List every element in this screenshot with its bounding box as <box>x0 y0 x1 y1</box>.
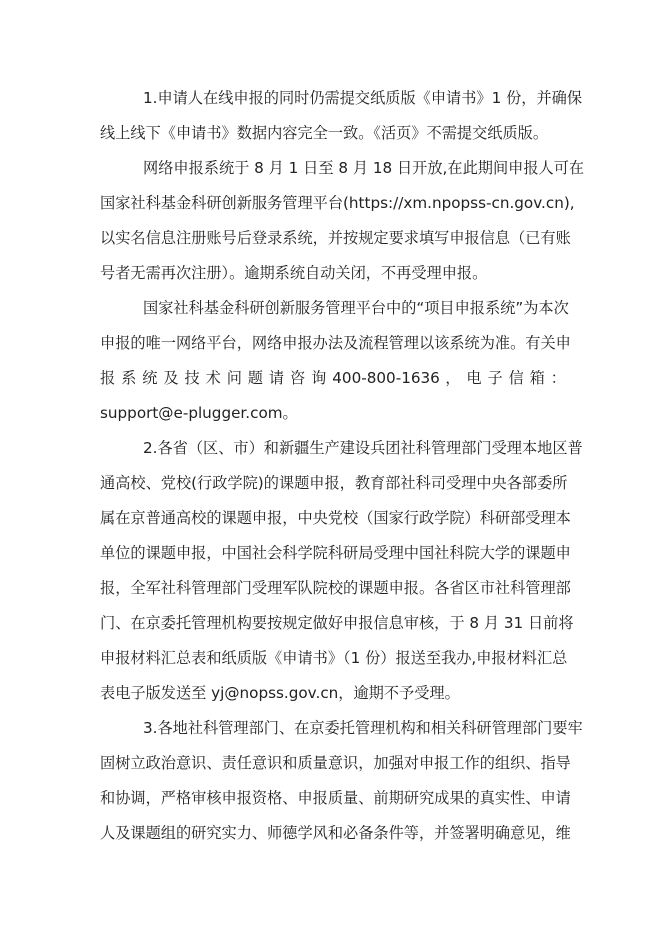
text-line: 以实名信息注册账号后登录系统，并按规定要求填写申报信息（已有账 <box>100 229 571 247</box>
paragraph <box>100 437 583 717</box>
document-body <box>100 87 585 857</box>
text-line: 通高校、党校(行政学院)的课题申报，教育部社科司受理中央各部委所 <box>100 474 568 492</box>
text-line: 单位的课题申报，中国社会科学院科研局受理中国社科院大学的课题申 <box>100 544 571 562</box>
paragraph <box>100 157 585 297</box>
text-line: 表电子版发送至 yj@nopss.gov.cn，逾期不予受理。 <box>100 684 460 702</box>
text-line: 和协调，严格审核申报资格、申报质量、前期研究成果的真实性、申请 <box>100 789 571 807</box>
paragraph <box>100 717 583 857</box>
text-line: 申报材料汇总表和纸质版《申请书》（1 份）报送至我办,申报材料汇总 <box>100 649 568 667</box>
text-line: 2.各省（区、市）和新疆生产建设兵团社科管理部门受理本地区普 <box>143 439 583 457</box>
text-line: 门、在京委托管理机构要按规定做好申报信息审核，于 8 月 31 日前将 <box>100 614 574 632</box>
text-line: support@e-plugger.com。 <box>100 404 298 422</box>
paragraph <box>100 297 571 437</box>
text-line: 人及课题组的研究实力、师德学风和必备条件等，并签署明确意见，维 <box>100 824 571 842</box>
text-line: 属在京普通高校的课题申报，中央党校（国家行政学院）科研部受理本 <box>100 509 571 527</box>
text-line: 号者无需再次注册）。逾期系统自动关闭，不再受理申报。 <box>100 264 488 282</box>
text-line: 1.申请人在线申报的同时仍需提交纸质版《申请书》1 份，并确保 <box>143 89 583 107</box>
text-line: 3.各地社科管理部门、在京委托管理机构和相关科研管理部门要牢 <box>143 719 583 737</box>
text-line: 报，全军社科管理部门受理军队院校的课题申报。各省区市社科管理部 <box>100 579 571 597</box>
text-line: 网络申报系统于 8 月 1 日至 8 月 18 日开放,在此期间申报人可在 <box>143 159 585 177</box>
text-line: 报 系 统 及 技 术 问 题 请 咨 询 400-800-1636 ， 电 子 信 箱 ： <box>100 369 566 387</box>
text-line: 固树立政治意识、责任意识和质量意识，加强对申报工作的组织、指导 <box>100 754 571 772</box>
paragraph <box>100 87 583 157</box>
text-line: 申报的唯一网络平台，网络申报办法及流程管理以该系统为准。有关申 <box>100 334 571 352</box>
text-line: 国家社科基金科研创新服务管理平台(https://xm.npopss-cn.gov.cn), <box>100 194 575 212</box>
text-line: 线上线下《申请书》数据内容完全一致。《活页》不需提交纸质版。 <box>100 124 549 142</box>
text-line: 国家社科基金科研创新服务管理平台中的“项目申报系统”为本次 <box>143 299 569 317</box>
